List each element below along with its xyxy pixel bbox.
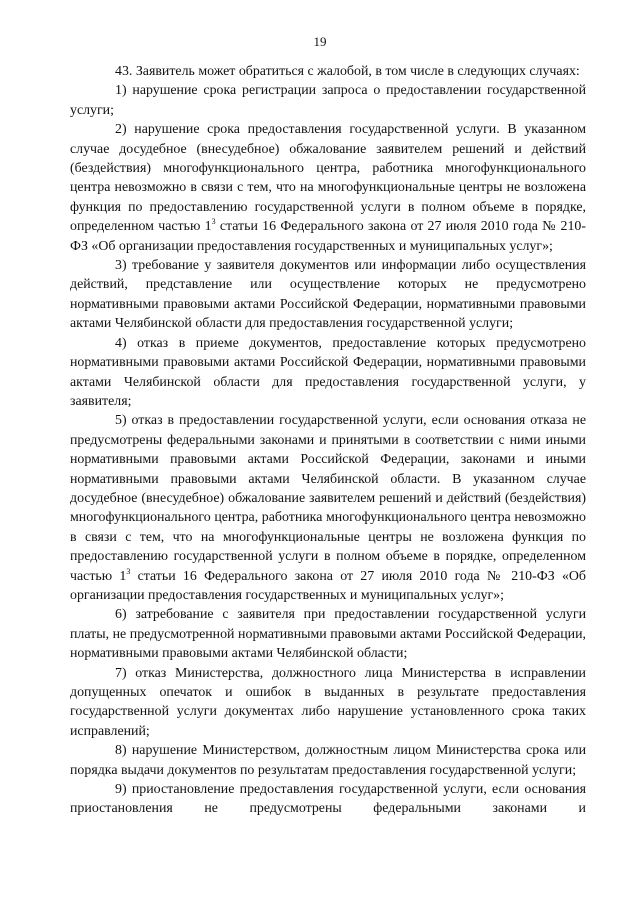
paragraph-item-1: 1) нарушение срока регистрации запроса о предоставлении государственной услуги; bbox=[70, 83, 586, 118]
paragraph-item-3: 3) требование у заявителя документов или информации либо осуществления действий, представление или осуществление которых не предусмотрено нормативными правовыми актами Российской Федерации, нормативными правовыми актами Челябинской области для предоставления государственной услуги; bbox=[70, 258, 586, 332]
paragraph-item-4: 4) отказ в приеме документов, предоставление которых предусмотрено нормативными правовыми актами Российской Федерации, нормативными правовыми актами Челябинской области для предоставления государственной услуги, у заявителя; bbox=[70, 335, 586, 409]
paragraph-item-5-tail: статьи 16 Федерального закона от 27 июля 2010 года № 210-ФЗ «Об организации предоставления государственных и муниципальных услуг»; bbox=[70, 568, 586, 603]
paragraph-item-2-text: 2) нарушение срока предоставления государственной услуги. В указанном случае досудебное (внесудебное) обжалование заявителем решений и действий (бездействия) многофункционального центра, работника многофункционального центра невозможно в связи с тем, что на многофункциональные центры не возложена функция по предоставлению государственной услуги в полном объеме в порядке, определенном частью 1 bbox=[70, 122, 586, 235]
page-number: 19 bbox=[313, 34, 327, 49]
footnote-mark: 3 bbox=[211, 217, 216, 227]
paragraph-item-2 bbox=[70, 120, 586, 256]
document-body bbox=[70, 62, 586, 819]
paragraph-item-5 bbox=[70, 411, 586, 605]
paragraph-43-intro: 43. Заявитель может обратиться с жалобой, в том числе в следующих случаях: bbox=[115, 64, 580, 79]
paragraph-item-8: 8) нарушение Министерством, должностным лицом Министерства срока или порядка выдачи документов по результатам предоставления государственной услуги; bbox=[70, 743, 586, 778]
paragraph-item-2-tail: статьи 16 Федерального закона от 27 июля 2010 года № 210-ФЗ «Об организации предоставления государственных и муниципальных услуг»; bbox=[70, 219, 587, 254]
paragraph-item-7: 7) отказ Министерства, должностного лица Министерства в исправлении допущенных опечаток и ошибок в выданных в результате предоставления государственной услуги документах либо нарушение установленного срока таких исправлений; bbox=[70, 665, 586, 739]
footnote-mark: 3 bbox=[126, 566, 131, 576]
paragraph-item-9: 9) приостановление предоставления государственной услуги, если основания приостановления не предусмотрены федеральными законами и bbox=[70, 782, 586, 817]
paragraph-item-5-text: 5) отказ в предоставлении государственной услуги, если основания отказа не предусмотрены федеральными законами и принятыми в соответствии с ними иными нормативными правовыми актами Российской Федерации, законами и иными нормативными правовыми актами Челябинской области. В указанном случае досудебное (внесудебное) обжалование заявителем решений и действий (бездействия) многофункционального центра, работника многофункционального центра невозможно в связи с тем, что на многофункциональные центры не возложена функция по предоставлению государственной услуги в полном объеме в порядке, определенном частью 1 bbox=[70, 413, 586, 584]
paragraph-item-6: 6) затребование с заявителя при предоставлении государственной услуги платы, не предусмотренной нормативными правовыми актами Российской Федерации, нормативными правовыми актами Челябинской области; bbox=[70, 607, 586, 662]
